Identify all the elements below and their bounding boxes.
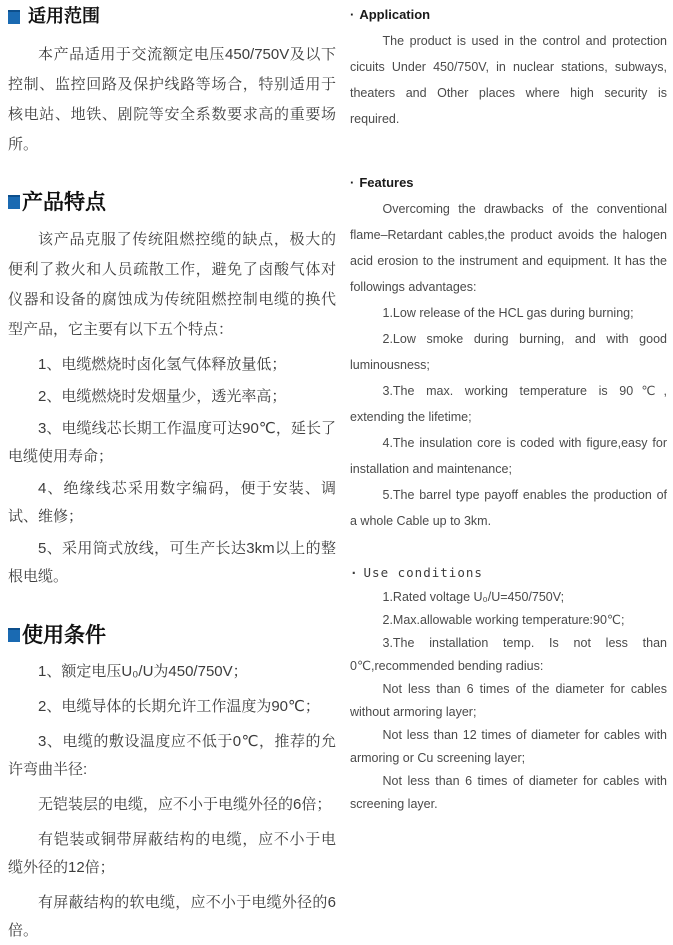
section-use-conditions-en [350,564,667,816]
square-bullet-icon [8,195,20,209]
section-heading-use-conditions-cn [8,623,336,648]
dot-bullet-icon: · [350,7,355,22]
paragraph: 该产品克服了传统阻燃控缆的缺点，极大的便利了救火和人员疏散工作，避免了卤酸气体对仪器和设备的腐蚀成为传统阻燃控制电缆的换代型产品，它主要有以下五个特点： [8,230,336,338]
square-bullet-icon [8,628,20,642]
paragraph: Overcoming the drawbacks of the conventional flame–Retardant cables,the product avoids the halogen acid erosion to the instrument and equipment. It has the followings advantages: [350,202,667,294]
section-heading-use-conditions-en [350,564,667,582]
section-heading-text: 使用条件 [22,623,106,647]
list-item: 3.The max. working temperature is 90℃, extending the lifetime; [350,384,667,424]
feature-list-cn [8,351,336,591]
list-item: 2、电缆导体的长期允许工作温度为90℃； [38,697,320,715]
list-item: 有屏蔽结构的软电缆，应不小于电缆外径的6倍。 [8,893,336,939]
list-item: 1、额定电压U₀/U为450/750V； [38,662,248,680]
section-heading-features-en [350,174,667,192]
list-item: 5、采用筒式放线，可生产长达3km以上的整根电缆。 [8,539,336,585]
section-use-conditions-cn [8,623,336,945]
list-item: 4、绝缘线芯采用数字编码，便于安装、调试、维修； [8,479,336,525]
section-features-en [350,174,667,534]
list-item: 3、电缆的敷设温度应不低于0℃，推荐的允许弯曲半径: [8,732,336,778]
list-item: 3、电缆线芯长期工作温度可达90℃，延长了电缆使用寿命； [8,419,336,465]
dot-bullet-icon: · [350,565,359,580]
list-item: 2.Max.allowable working temperature:90℃; [382,613,625,627]
list-item: 2、电缆燃烧时发烟量少，透光率高； [38,387,287,405]
section-heading-text: 产品特点 [22,190,106,214]
section-heading-text: Application [359,7,431,22]
list-item: 1.Rated voltage U₀/U=450/750V; [382,590,565,604]
list-item: 无铠装层的电缆，应不小于电缆外径的6倍； [38,795,332,813]
right-column [350,6,667,811]
section-heading-text: 适用范围 [28,6,100,26]
left-column [8,6,336,939]
feature-list-en [350,300,667,534]
list-item: 5.The barrel type payoff enables the production of a whole Cable up to 3km. [350,488,667,528]
section-application-en [350,6,667,132]
dot-bullet-icon: · [350,175,355,190]
list-item: 3.The installation temp. Is not less than 0℃,recommended bending radius: [350,636,667,673]
list-item: 4.The insulation core is coded with figure,easy for installation and maintenance; [350,436,667,476]
paragraph: The product is used in the control and protection cicuits Under 450/750V, in nuclear stations, subways, theaters and Other places where high security is required. [350,34,667,126]
section-heading-text: Features [359,175,414,190]
list-item: 2.Low smoke during burning, and with good luminousness; [350,332,667,372]
list-item: Not less than 6 times of the diameter for cables without armoring layer; [350,682,667,719]
list-item: Not less than 6 times of diameter for cables with screening layer. [350,774,667,811]
square-bullet-icon [8,10,20,24]
paragraph: 本产品适用于交流额定电压450/750V及以下控制、监控回路及保护线路等场合，特别适用于核电站、地铁、剧院等安全系数要求高的重要场所。 [8,45,336,153]
list-item: 有铠装或铜带屏蔽结构的电缆，应不小于电缆外径的12倍； [8,830,336,876]
list-item: Not less than 12 times of diameter for cables with armoring or Cu screening layer; [350,728,667,765]
use-conditions-list-cn [8,658,336,945]
section-heading-application-cn [8,6,336,28]
list-item: 1、电缆燃烧时卤化氢气体释放量低； [38,355,287,373]
section-heading-text: Use conditions [363,565,483,580]
section-features-cn [8,190,336,591]
section-application-cn [8,6,336,160]
list-item: 1.Low release of the HCL gas during burning; [382,306,634,320]
use-conditions-list-en [350,586,667,816]
section-heading-application-en [350,6,667,24]
section-heading-features-cn [8,190,336,215]
